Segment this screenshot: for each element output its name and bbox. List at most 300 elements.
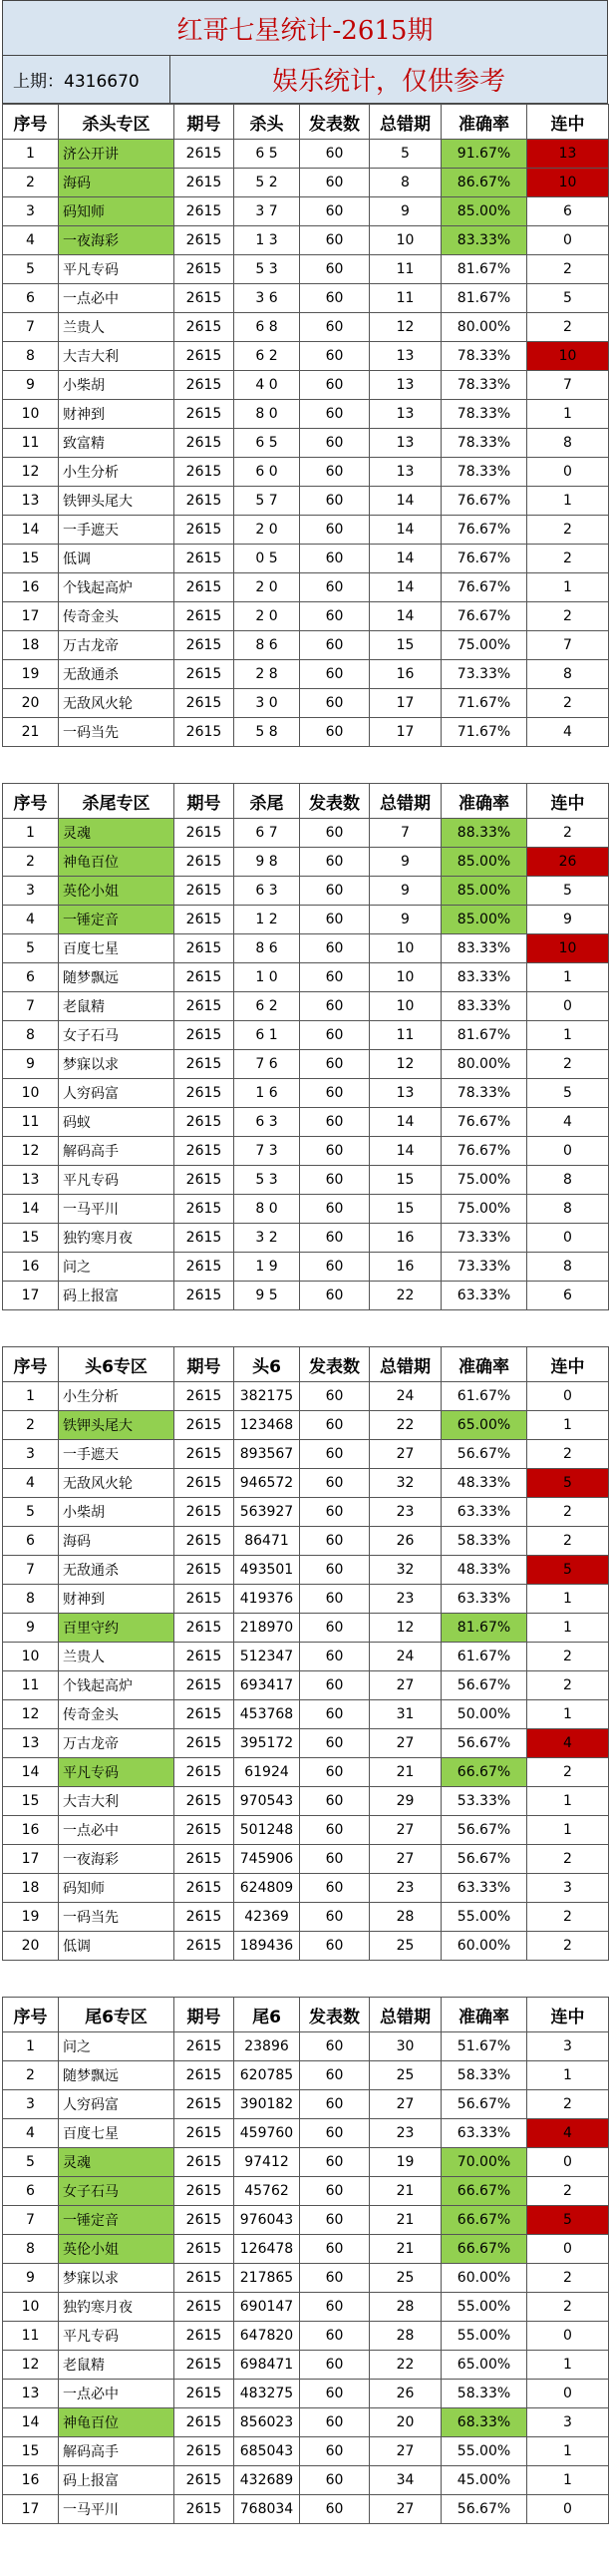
table-row (3, 1166, 609, 1195)
table-row (3, 2437, 609, 2466)
column-header: 发表数 (300, 784, 370, 819)
total-misses-cell: 14 (370, 573, 442, 602)
row-index-cell: 10 (3, 1079, 59, 1108)
table-row (3, 1382, 609, 1411)
accuracy-rate-cell: 75.00% (442, 631, 527, 660)
published-count-cell: 60 (300, 718, 370, 747)
row-index-cell: 13 (3, 1166, 59, 1195)
expert-name-cell: 财神到 (59, 400, 174, 429)
prediction-cell: 685043 (234, 2437, 300, 2466)
expert-name-cell: 万古龙帝 (59, 631, 174, 660)
table-row (3, 1932, 609, 1961)
published-count-cell: 60 (300, 516, 370, 545)
row-index-cell: 12 (3, 458, 59, 487)
published-count-cell: 60 (300, 2090, 370, 2119)
accuracy-rate-cell: 55.00% (442, 1903, 527, 1932)
accuracy-rate-cell: 76.67% (442, 573, 527, 602)
table-row (3, 1700, 609, 1729)
row-index-cell: 11 (3, 429, 59, 458)
accuracy-rate-cell: 63.33% (442, 1282, 527, 1310)
table-header-row (3, 1998, 609, 2032)
row-index-cell: 17 (3, 2495, 59, 2524)
prediction-cell: 3 7 (234, 197, 300, 226)
total-misses-cell: 30 (370, 2032, 442, 2061)
total-misses-cell: 32 (370, 1469, 442, 1498)
expert-name-cell: 码知师 (59, 197, 174, 226)
accuracy-rate-cell: 85.00% (442, 197, 527, 226)
row-index-cell: 5 (3, 934, 59, 963)
total-misses-cell: 27 (370, 1816, 442, 1845)
prediction-cell: 42369 (234, 1903, 300, 1932)
table-row (3, 1469, 609, 1498)
prediction-cell: 768034 (234, 2495, 300, 2524)
accuracy-rate-cell: 81.67% (442, 284, 527, 313)
table-row (3, 2466, 609, 2495)
expert-name-cell: 老鼠精 (59, 2351, 174, 2380)
expert-name-cell: 老鼠精 (59, 992, 174, 1021)
period-number-cell: 2615 (174, 371, 234, 400)
published-count-cell: 60 (300, 226, 370, 255)
published-count-cell: 60 (300, 1050, 370, 1079)
total-misses-cell: 9 (370, 848, 442, 877)
total-misses-cell: 8 (370, 169, 442, 197)
table-row (3, 2148, 609, 2177)
accuracy-rate-cell: 56.67% (442, 1729, 527, 1758)
total-misses-cell: 15 (370, 631, 442, 660)
row-index-cell: 16 (3, 2466, 59, 2495)
prediction-cell: 1 3 (234, 226, 300, 255)
notice-text: 娱乐统计，仅供参考 (271, 67, 505, 97)
published-count-cell: 60 (300, 2206, 370, 2235)
published-count-cell: 60 (300, 458, 370, 487)
total-misses-cell: 21 (370, 2235, 442, 2264)
row-index-cell: 7 (3, 992, 59, 1021)
period-number-cell: 2615 (174, 602, 234, 631)
total-misses-cell: 27 (370, 1440, 442, 1469)
win-streak-cell: 5 (527, 284, 609, 313)
total-misses-cell: 26 (370, 1527, 442, 1556)
accuracy-rate-cell: 83.33% (442, 226, 527, 255)
prediction-cell: 8 6 (234, 631, 300, 660)
row-index-cell: 10 (3, 2293, 59, 2322)
win-streak-cell: 0 (527, 992, 609, 1021)
period-number-cell: 2615 (174, 1614, 234, 1643)
total-misses-cell: 17 (370, 718, 442, 747)
accuracy-rate-cell: 78.33% (442, 371, 527, 400)
column-header: 头6专区 (59, 1347, 174, 1382)
period-number-cell: 2615 (174, 1729, 234, 1758)
table-row (3, 848, 609, 877)
period-number-cell: 2615 (174, 963, 234, 992)
period-number-cell: 2615 (174, 1050, 234, 1079)
section-gap (0, 1310, 610, 1346)
total-misses-cell: 13 (370, 1079, 442, 1108)
accuracy-rate-cell: 76.67% (442, 516, 527, 545)
row-index-cell: 10 (3, 1643, 59, 1671)
accuracy-rate-cell: 56.67% (442, 1816, 527, 1845)
section-gap (0, 747, 610, 783)
prediction-cell: 6 1 (234, 1021, 300, 1050)
row-index-cell: 4 (3, 226, 59, 255)
column-header: 连中 (527, 105, 609, 140)
column-header: 杀尾 (234, 784, 300, 819)
period-number-cell: 2615 (174, 1282, 234, 1310)
published-count-cell: 60 (300, 963, 370, 992)
win-streak-cell: 1 (527, 1021, 609, 1050)
published-count-cell: 60 (300, 1137, 370, 1166)
total-misses-cell: 16 (370, 660, 442, 689)
table-row (3, 1556, 609, 1585)
published-count-cell: 60 (300, 2061, 370, 2090)
table-row (3, 400, 609, 429)
published-count-cell: 60 (300, 877, 370, 906)
win-streak-cell: 1 (527, 1787, 609, 1816)
total-misses-cell: 14 (370, 516, 442, 545)
table-row (3, 429, 609, 458)
win-streak-cell: 4 (527, 2119, 609, 2148)
table-row (3, 906, 609, 934)
win-streak-cell: 1 (527, 1700, 609, 1729)
win-streak-cell: 1 (527, 573, 609, 602)
prediction-cell: 2 0 (234, 602, 300, 631)
period-number-cell: 2615 (174, 1671, 234, 1700)
period-number-cell: 2615 (174, 284, 234, 313)
table-row (3, 2177, 609, 2206)
table-row (3, 689, 609, 718)
column-header: 发表数 (300, 105, 370, 140)
accuracy-rate-cell: 58.33% (442, 2380, 527, 2408)
column-header: 准确率 (442, 784, 527, 819)
row-index-cell: 14 (3, 1195, 59, 1224)
win-streak-cell: 2 (527, 1671, 609, 1700)
prediction-cell: 9 5 (234, 1282, 300, 1310)
expert-name-cell: 人穷码富 (59, 2090, 174, 2119)
accuracy-rate-cell: 56.67% (442, 1440, 527, 1469)
prediction-cell: 8 6 (234, 934, 300, 963)
table-header-row (3, 784, 609, 819)
total-misses-cell: 10 (370, 226, 442, 255)
total-misses-cell: 26 (370, 2380, 442, 2408)
expert-name-cell: 低调 (59, 545, 174, 573)
period-number-cell: 2615 (174, 934, 234, 963)
accuracy-rate-cell: 63.33% (442, 2119, 527, 2148)
published-count-cell: 60 (300, 631, 370, 660)
total-misses-cell: 14 (370, 1108, 442, 1137)
total-misses-cell: 27 (370, 2437, 442, 2466)
table-header-row (3, 105, 609, 140)
accuracy-rate-cell: 48.33% (442, 1556, 527, 1585)
prediction-cell: 5 3 (234, 1166, 300, 1195)
period-number-cell: 2615 (174, 660, 234, 689)
row-index-cell: 3 (3, 197, 59, 226)
period-number-cell: 2615 (174, 140, 234, 169)
column-header: 杀头专区 (59, 105, 174, 140)
total-misses-cell: 14 (370, 602, 442, 631)
accuracy-rate-cell: 76.67% (442, 545, 527, 573)
row-index-cell: 3 (3, 1440, 59, 1469)
period-number-cell: 2615 (174, 2293, 234, 2322)
row-index-cell: 14 (3, 2408, 59, 2437)
expert-name-cell: 灵魂 (59, 2148, 174, 2177)
row-index-cell: 5 (3, 255, 59, 284)
table-row (3, 342, 609, 371)
expert-name-cell: 平凡专码 (59, 2322, 174, 2351)
win-streak-cell: 6 (527, 197, 609, 226)
published-count-cell: 60 (300, 2032, 370, 2061)
table-row (3, 2408, 609, 2437)
expert-name-cell: 梦寐以求 (59, 2264, 174, 2293)
prediction-cell: 5 2 (234, 169, 300, 197)
expert-name-cell: 神龟百位 (59, 2408, 174, 2437)
expert-name-cell: 随梦飘远 (59, 2061, 174, 2090)
total-misses-cell: 23 (370, 1585, 442, 1614)
table-row (3, 313, 609, 342)
expert-name-cell: 一点必中 (59, 2380, 174, 2408)
expert-name-cell: 小生分析 (59, 458, 174, 487)
row-index-cell: 8 (3, 1585, 59, 1614)
win-streak-cell: 5 (527, 1556, 609, 1585)
expert-name-cell: 解码高手 (59, 1137, 174, 1166)
expert-name-cell: 大吉大利 (59, 342, 174, 371)
period-number-cell: 2615 (174, 197, 234, 226)
column-header: 头6 (234, 1347, 300, 1382)
accuracy-rate-cell: 51.67% (442, 2032, 527, 2061)
expert-name-cell: 小柴胡 (59, 1498, 174, 1527)
win-streak-cell: 26 (527, 848, 609, 877)
period-number-cell: 2615 (174, 1845, 234, 1874)
published-count-cell: 60 (300, 1758, 370, 1787)
win-streak-cell: 2 (527, 1440, 609, 1469)
published-count-cell: 60 (300, 1643, 370, 1671)
table-row (3, 1903, 609, 1932)
period-number-cell: 2615 (174, 1108, 234, 1137)
published-count-cell: 60 (300, 487, 370, 516)
expert-name-cell: 女子石马 (59, 1021, 174, 1050)
accuracy-rate-cell: 85.00% (442, 906, 527, 934)
expert-name-cell: 码上报富 (59, 2466, 174, 2495)
win-streak-cell: 1 (527, 2061, 609, 2090)
prediction-cell: 2 0 (234, 516, 300, 545)
expert-name-cell: 人穷码富 (59, 1079, 174, 1108)
period-number-cell: 2615 (174, 1021, 234, 1050)
published-count-cell: 60 (300, 1903, 370, 1932)
win-streak-cell: 5 (527, 1079, 609, 1108)
period-number-cell: 2615 (174, 2264, 234, 2293)
total-misses-cell: 17 (370, 689, 442, 718)
period-number-cell: 2615 (174, 1440, 234, 1469)
period-number-cell: 2615 (174, 718, 234, 747)
sub-header (2, 56, 608, 104)
win-streak-cell: 8 (527, 660, 609, 689)
row-index-cell: 9 (3, 1050, 59, 1079)
period-number-cell: 2615 (174, 2119, 234, 2148)
win-streak-cell: 2 (527, 602, 609, 631)
accuracy-rate-cell: 56.67% (442, 1671, 527, 1700)
expert-name-cell: 济公开讲 (59, 140, 174, 169)
published-count-cell: 60 (300, 2264, 370, 2293)
table-row (3, 1729, 609, 1758)
expert-name-cell: 一夜海彩 (59, 1845, 174, 1874)
row-index-cell: 11 (3, 1671, 59, 1700)
expert-name-cell: 一马平川 (59, 1195, 174, 1224)
period-number-cell: 2615 (174, 2235, 234, 2264)
total-misses-cell: 27 (370, 1729, 442, 1758)
table-row (3, 371, 609, 400)
win-streak-cell: 1 (527, 2351, 609, 2380)
column-header: 期号 (174, 1347, 234, 1382)
accuracy-rate-cell: 80.00% (442, 1050, 527, 1079)
expert-name-cell: 平凡专码 (59, 255, 174, 284)
table-row (3, 1195, 609, 1224)
row-index-cell: 5 (3, 2148, 59, 2177)
table-row (3, 1282, 609, 1310)
win-streak-cell: 2 (527, 1050, 609, 1079)
win-streak-cell: 7 (527, 631, 609, 660)
period-number-cell: 2615 (174, 1585, 234, 1614)
row-index-cell: 6 (3, 284, 59, 313)
column-header: 总错期 (370, 1347, 442, 1382)
stats-table-1 (2, 104, 609, 747)
win-streak-cell: 8 (527, 1166, 609, 1195)
row-index-cell: 4 (3, 1469, 59, 1498)
win-streak-cell: 3 (527, 2408, 609, 2437)
total-misses-cell: 12 (370, 313, 442, 342)
table-row (3, 1440, 609, 1469)
prediction-cell: 1 2 (234, 906, 300, 934)
accuracy-rate-cell: 75.00% (442, 1166, 527, 1195)
row-index-cell: 18 (3, 1874, 59, 1903)
published-count-cell: 60 (300, 1729, 370, 1758)
published-count-cell: 60 (300, 1195, 370, 1224)
prediction-cell: 217865 (234, 2264, 300, 2293)
column-header: 总错期 (370, 1998, 442, 2032)
published-count-cell: 60 (300, 2119, 370, 2148)
accuracy-rate-cell: 71.67% (442, 718, 527, 747)
expert-name-cell: 一夜海彩 (59, 226, 174, 255)
column-header: 连中 (527, 1998, 609, 2032)
prediction-cell: 563927 (234, 1498, 300, 1527)
prediction-cell: 501248 (234, 1816, 300, 1845)
total-misses-cell: 23 (370, 1874, 442, 1903)
period-number-cell: 2615 (174, 342, 234, 371)
column-header: 连中 (527, 1347, 609, 1382)
period-number-cell: 2615 (174, 2466, 234, 2495)
prediction-cell: 45762 (234, 2177, 300, 2206)
published-count-cell: 60 (300, 169, 370, 197)
win-streak-cell: 10 (527, 169, 609, 197)
row-index-cell: 18 (3, 631, 59, 660)
period-number-cell: 2615 (174, 1700, 234, 1729)
row-index-cell: 9 (3, 371, 59, 400)
win-streak-cell: 5 (527, 2206, 609, 2235)
win-streak-cell: 9 (527, 906, 609, 934)
table-header-row (3, 1347, 609, 1382)
table-row (3, 545, 609, 573)
expert-name-cell: 平凡专码 (59, 1166, 174, 1195)
accuracy-rate-cell: 56.67% (442, 2090, 527, 2119)
expert-name-cell: 万古龙帝 (59, 1729, 174, 1758)
row-index-cell: 21 (3, 718, 59, 747)
published-count-cell: 60 (300, 1671, 370, 1700)
total-misses-cell: 31 (370, 1700, 442, 1729)
expert-name-cell: 百里守约 (59, 1614, 174, 1643)
total-misses-cell: 14 (370, 545, 442, 573)
row-index-cell: 15 (3, 2437, 59, 2466)
row-index-cell: 6 (3, 963, 59, 992)
row-index-cell: 12 (3, 2351, 59, 2380)
total-misses-cell: 9 (370, 197, 442, 226)
column-header: 序号 (3, 784, 59, 819)
published-count-cell: 60 (300, 906, 370, 934)
row-index-cell: 11 (3, 1108, 59, 1137)
published-count-cell: 60 (300, 689, 370, 718)
accuracy-rate-cell: 60.00% (442, 1932, 527, 1961)
expert-name-cell: 英伦小姐 (59, 877, 174, 906)
prediction-cell: 1 9 (234, 1253, 300, 1282)
published-count-cell: 60 (300, 1253, 370, 1282)
period-number-cell: 2615 (174, 573, 234, 602)
total-misses-cell: 13 (370, 371, 442, 400)
row-index-cell: 7 (3, 2206, 59, 2235)
expert-name-cell: 问之 (59, 1253, 174, 1282)
prediction-cell: 126478 (234, 2235, 300, 2264)
table-row (3, 934, 609, 963)
win-streak-cell: 1 (527, 1816, 609, 1845)
prediction-cell: 2 8 (234, 660, 300, 689)
published-count-cell: 60 (300, 602, 370, 631)
win-streak-cell: 2 (527, 1903, 609, 1932)
total-misses-cell: 11 (370, 1021, 442, 1050)
expert-name-cell: 问之 (59, 2032, 174, 2061)
win-streak-cell: 0 (527, 1137, 609, 1166)
total-misses-cell: 21 (370, 2177, 442, 2206)
row-index-cell: 20 (3, 1932, 59, 1961)
row-index-cell: 16 (3, 1816, 59, 1845)
win-streak-cell: 2 (527, 2293, 609, 2322)
win-streak-cell: 4 (527, 1729, 609, 1758)
table-row (3, 2495, 609, 2524)
period-number-cell: 2615 (174, 313, 234, 342)
expert-name-cell: 铁钾头尾大 (59, 1411, 174, 1440)
accuracy-rate-cell: 76.67% (442, 1108, 527, 1137)
prediction-cell: 856023 (234, 2408, 300, 2437)
accuracy-rate-cell: 88.33% (442, 819, 527, 848)
expert-name-cell: 小生分析 (59, 1382, 174, 1411)
total-misses-cell: 22 (370, 2351, 442, 2380)
period-number-cell: 2615 (174, 1932, 234, 1961)
accuracy-rate-cell: 83.33% (442, 934, 527, 963)
expert-name-cell: 小柴胡 (59, 371, 174, 400)
total-misses-cell: 13 (370, 429, 442, 458)
win-streak-cell: 2 (527, 689, 609, 718)
table-row (3, 2119, 609, 2148)
expert-name-cell: 英伦小姐 (59, 2235, 174, 2264)
total-misses-cell: 16 (370, 1253, 442, 1282)
published-count-cell: 60 (300, 934, 370, 963)
accuracy-rate-cell: 83.33% (442, 992, 527, 1021)
row-index-cell: 9 (3, 2264, 59, 2293)
win-streak-cell: 5 (527, 1469, 609, 1498)
table-row (3, 2380, 609, 2408)
table-row (3, 1021, 609, 1050)
total-misses-cell: 11 (370, 255, 442, 284)
published-count-cell: 60 (300, 2380, 370, 2408)
published-count-cell: 60 (300, 284, 370, 313)
expert-name-cell: 灵魂 (59, 819, 174, 848)
expert-name-cell: 无敌风火轮 (59, 689, 174, 718)
total-misses-cell: 13 (370, 458, 442, 487)
accuracy-rate-cell: 66.67% (442, 1758, 527, 1787)
